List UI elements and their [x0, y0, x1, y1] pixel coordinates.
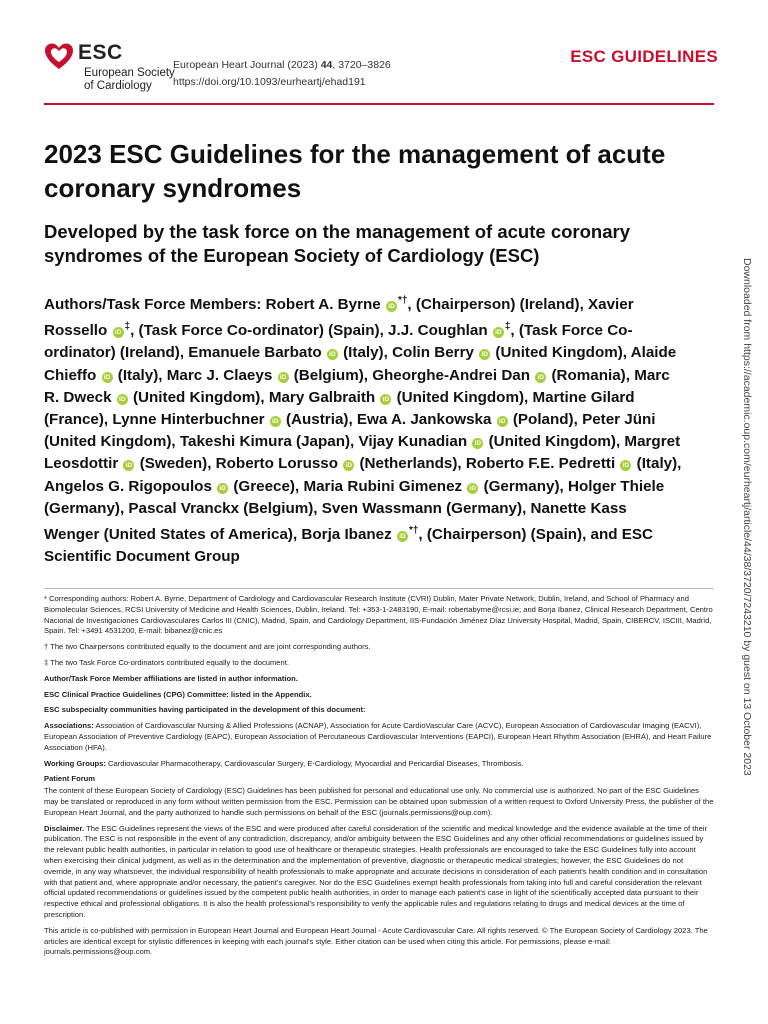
orcid-icon[interactable]: iD [102, 372, 113, 383]
author-name: J.J. Coughlan [388, 322, 488, 340]
disclaimer-text: The ESC Guidelines represent the views of the ESC and were produced after careful consideration of the scientific and medical knowledge and the evidence available at the time of their publication. The ESC is not responsible in the event of any contradiction, discrepancy, and/or ambiguity between the ESC Guidelines and any other official recommendations or guidelines issued by the relevant public health authorities, in particular in relation to good use of healthcare or therapeutic strategies. Health professionals are encouraged to take the ESC Guidelines fully into account when exercising their clinical judgment, as well as in the determination and the implementation of preventive, diagnostic or therapeutic medical strategies; however, the ESC Guidelines do not override, in any way whatsoever, the individual responsibility of health professionals to make appropriate and accurate decisions in consideration of each patient's health condition and in consultation with that patient and, where appropriate and/or necessary, the patient's caregiver. Nor do the ESC Guidelines exempt health professionals from taking into full and careful consideration the relevant official updated recommendations or guidelines issued by the competent public health authorities, in order to manage each patient's case in light of the scientifically accepted data pursuant to their respective ethical and professional obligations. It is also the health professional's responsibility to verify the applicable rules and regulations relating to drugs and medical devices at the time of prescription. [44, 823, 708, 919]
copublished-note: This article is co-published with permission in European Heart Journal and European Heart Journal - Acute Cardiovascular Care. All rights reserved. © The European Society of Cardiology 2023. The articles are identical except for stylistic differences in keeping with each journal's style. Either citation can be used when citing this article. For permissions, please e-mail: journals.permissions@oup.com. [44, 925, 708, 957]
author-name: Roberto Lorusso [215, 455, 339, 473]
author-entry [188, 344, 388, 361]
associations-label: Associations: [44, 721, 94, 731]
author-name: Margret Leosdottir [44, 433, 681, 473]
author-superscript: *† [408, 525, 419, 537]
download-watermark: Downloaded from https://academic.oup.com/eurheartj/article/44/38/3720/7243210 by guest on 13 October 2023 [741, 258, 753, 776]
author-entry [303, 478, 563, 495]
author-entry [357, 411, 578, 428]
orcid-icon[interactable]: iD [479, 349, 490, 360]
author-affiliation: (Sweden), [135, 455, 212, 473]
author-affiliation: (Italy), [113, 366, 163, 384]
orcid-icon[interactable]: iD [535, 372, 546, 383]
content-notice: The content of these European Society of Cardiology (ESC) Guidelines has been published for personal and educational use only. No commercial use is authorized. No part of the ESC Guidelines may be translated or reproduced in any form without written permission from the ESC. Permission can be obtained upon submission of a written request to Oxford University Press, the publisher of the European Heart Journal, and the party authorized to handle such permissions on behalf of the ESC (journals.permissions@oup.com). [44, 786, 714, 817]
associations-text: Association of Cardiovascular Nursing & Allied Professions (ACNAP), Association for Acute CardioVascular Care (ACVC), European Association of Cardiovascular Imaging (EACVI), European Association of Preventive Cardiology (EAPC), European Association of Percutaneous Cardiovascular Interventions (EAPCI), European Heart Rhythm Association (EHRA), and Heart Failure Association (HFA). [44, 721, 712, 752]
author-name: Roberto F.E. Pedretti [465, 455, 616, 473]
author-entry [392, 344, 627, 361]
author-name: Sven Wassmann (Germany), [321, 499, 527, 517]
orcid-icon[interactable]: iD [380, 394, 391, 405]
author-entry [216, 455, 462, 472]
disclaimer-label: Disclaimer. [44, 823, 85, 833]
journal-name: European Heart Journal (2023) [173, 59, 318, 71]
orcid-icon[interactable]: iD [117, 394, 128, 405]
author-affiliation: (United Kingdom), [484, 433, 621, 451]
author-entry [112, 411, 352, 428]
orcid-icon[interactable]: iD [620, 460, 631, 471]
heart-logo-icon [44, 42, 74, 72]
esc-logo [44, 42, 194, 94]
journal-pages: , 3720–3826 [332, 59, 391, 71]
patient-forum-label: Patient Forum [44, 774, 96, 784]
author-name: Holger Thiele (Germany), [44, 477, 665, 517]
author-name: Emanuele Barbato [188, 344, 322, 362]
page-subtitle: Developed by the task force on the management of acute coronary syndromes of the European Society of Cardiology (ESC) [44, 221, 630, 266]
author-name: Pascal Vranckx (Belgium), [128, 499, 318, 517]
author-affiliation: (Netherlands), [355, 455, 462, 473]
author-affiliation: , (Task Force Co-ordinator) (Spain), [130, 322, 384, 340]
author-entry [167, 367, 368, 384]
author-name: Mary Galbraith [268, 388, 376, 406]
author-name: Colin Berry [392, 344, 474, 362]
logo-subtitle-line1: European Society [84, 67, 175, 79]
affiliations-note: Author/Task Force Member affiliations are listed in author information. [44, 673, 298, 683]
chairpersons-note: † The two Chairpersons contributed equally to the document and are joint corresponding authors. [44, 642, 371, 652]
author-entry [128, 500, 317, 517]
author-name: Nanette Kass Wenger (United States of America), [44, 499, 627, 544]
orcid-icon[interactable]: iD [217, 483, 228, 494]
logo-subtitle-line2: of Cardiology [84, 80, 152, 92]
orcid-icon[interactable]: iD [386, 301, 397, 312]
author-name: Authors/Task Force Members: Robert A. Byrne [44, 296, 381, 313]
orcid-icon[interactable]: iD [493, 327, 504, 338]
author-name: Angelos G. Rigopoulos [44, 477, 212, 495]
author-superscript: *† [397, 295, 408, 306]
author-entry [180, 433, 354, 450]
author-entry [269, 389, 528, 406]
author-affiliation: , (Task Force Co-ordinator) (Ireland), [44, 322, 633, 362]
author-name: Peter Jüni (United Kingdom), [44, 411, 656, 451]
orcid-icon[interactable]: iD [467, 483, 478, 494]
orcid-icon[interactable]: iD [123, 460, 134, 471]
journal-volume: 44 [320, 59, 333, 71]
author-entry [322, 500, 527, 517]
author-affiliation: , (Chairperson) (Ireland), [407, 296, 584, 313]
author-name: Vijay Kunadian [358, 433, 468, 451]
corresponding-authors-note: * Corresponding authors: Robert A. Byrne, Department of Cardiology and Cardiovascular Research Institute (CVRI) Dublin, Mater Private Network, Dublin, Ireland, and School of Pharmacy and Biomolecular Sciences, RCSI University of Medicine and Health Sciences, Dublin, Ireland. Tel: +353-1-2483190, E-mail: robertabyrne@rcsi.ie; and Borja Ibanez, Clinical Research Department, Centro Nacional de Investigaciones Cardiovasculares Carlos III (CNIC), Madrid, Spain, and Cardiology Department, IIS-Fundación Jiménez Díaz University Hospital, Madrid, Spain, CIBERCV, ISCIII, Madrid, Spain. Tel: +3491 4531200, E-mail: bibanez@cnic.es [44, 594, 713, 636]
author-name: Borja Ibanez [301, 526, 392, 544]
page-title: 2023 ESC Guidelines for the management of acute coronary syndromes [44, 139, 666, 203]
author-entry [466, 455, 682, 472]
author-list [44, 290, 684, 568]
logo-text: ESC [78, 41, 123, 64]
author-name: Martine Gilard (France), [44, 388, 635, 429]
author-name: Alaide Chieffo [44, 344, 677, 384]
author-name: Ewa A. Jankowska [356, 411, 492, 429]
author-affiliation: (Italy), [632, 455, 682, 473]
subspecialty-note: ESC subspecialty communities having participated in the development of this document: [44, 705, 366, 715]
section-divider [44, 588, 714, 589]
orcid-icon[interactable]: iD [397, 531, 408, 542]
author-entry [44, 296, 584, 313]
header-rule [44, 103, 714, 105]
disclaimer-note [44, 824, 714, 921]
author-affiliation: (Italy), [338, 344, 388, 362]
author-superscript: ‡ [124, 321, 131, 333]
citation [173, 57, 391, 91]
author-affiliation: (Romania), [547, 366, 630, 384]
author-affiliation: (United Kingdom), [491, 344, 628, 362]
working-groups-note [44, 759, 714, 770]
orcid-icon[interactable]: iD [270, 416, 281, 427]
author-affiliation: (Austria), [281, 411, 353, 429]
author-affiliation: (Belgium), [289, 366, 368, 384]
associations-note [44, 721, 714, 753]
author-name: Marc J. Claeys [166, 366, 273, 384]
author-name: Marc R. Dweck [44, 366, 670, 406]
footnotes [44, 594, 714, 963]
orcid-icon[interactable]: iD [497, 416, 508, 427]
author-name: Xavier Rossello [44, 296, 634, 340]
author-entry [44, 478, 299, 495]
author-affiliation: , (Chairperson) (Spain), and ESC Scientific Document Group [44, 526, 654, 566]
author-affiliation: (United Kingdom), [128, 388, 265, 406]
coordinators-note: ‡ The two Task Force Co-ordinators contributed equally to the document. [44, 657, 289, 667]
doi-link[interactable]: https://doi.org/10.1093/eurheartj/ehad191 [173, 76, 366, 88]
guidelines-label: ESC GUIDELINES [570, 47, 718, 66]
author-name: Lynne Hinterbuchner [112, 411, 265, 429]
orcid-icon[interactable]: iD [113, 327, 124, 338]
author-affiliation: (United Kingdom), [392, 388, 529, 406]
working-groups-text: Cardiovascular Pharmacotherapy, Cardiovascular Surgery, E-Cardiology, Myocardial and Pericardial Diseases, Thrombosis. [105, 758, 524, 768]
author-name: Takeshi Kimura (Japan), [179, 433, 355, 451]
author-entry [372, 367, 630, 384]
author-affiliation: (Greece), [229, 477, 300, 495]
orcid-icon[interactable]: iD [472, 438, 483, 449]
author-affiliation: (Germany), [479, 477, 564, 495]
cpg-note: ESC Clinical Practice Guidelines (CPG) Committee: listed in the Appendix. [44, 689, 312, 699]
author-name: Gheorghe-Andrei Dan [372, 366, 531, 384]
author-affiliation: (Poland), [508, 411, 578, 429]
orcid-icon[interactable]: iD [327, 349, 338, 360]
author-entry [359, 433, 621, 450]
author-superscript: ‡ [504, 321, 511, 333]
orcid-icon[interactable]: iD [343, 460, 354, 471]
working-groups-label: Working Groups: [44, 758, 106, 768]
author-name: Maria Rubini Gimenez [303, 477, 463, 495]
orcid-icon[interactable]: iD [278, 372, 289, 383]
